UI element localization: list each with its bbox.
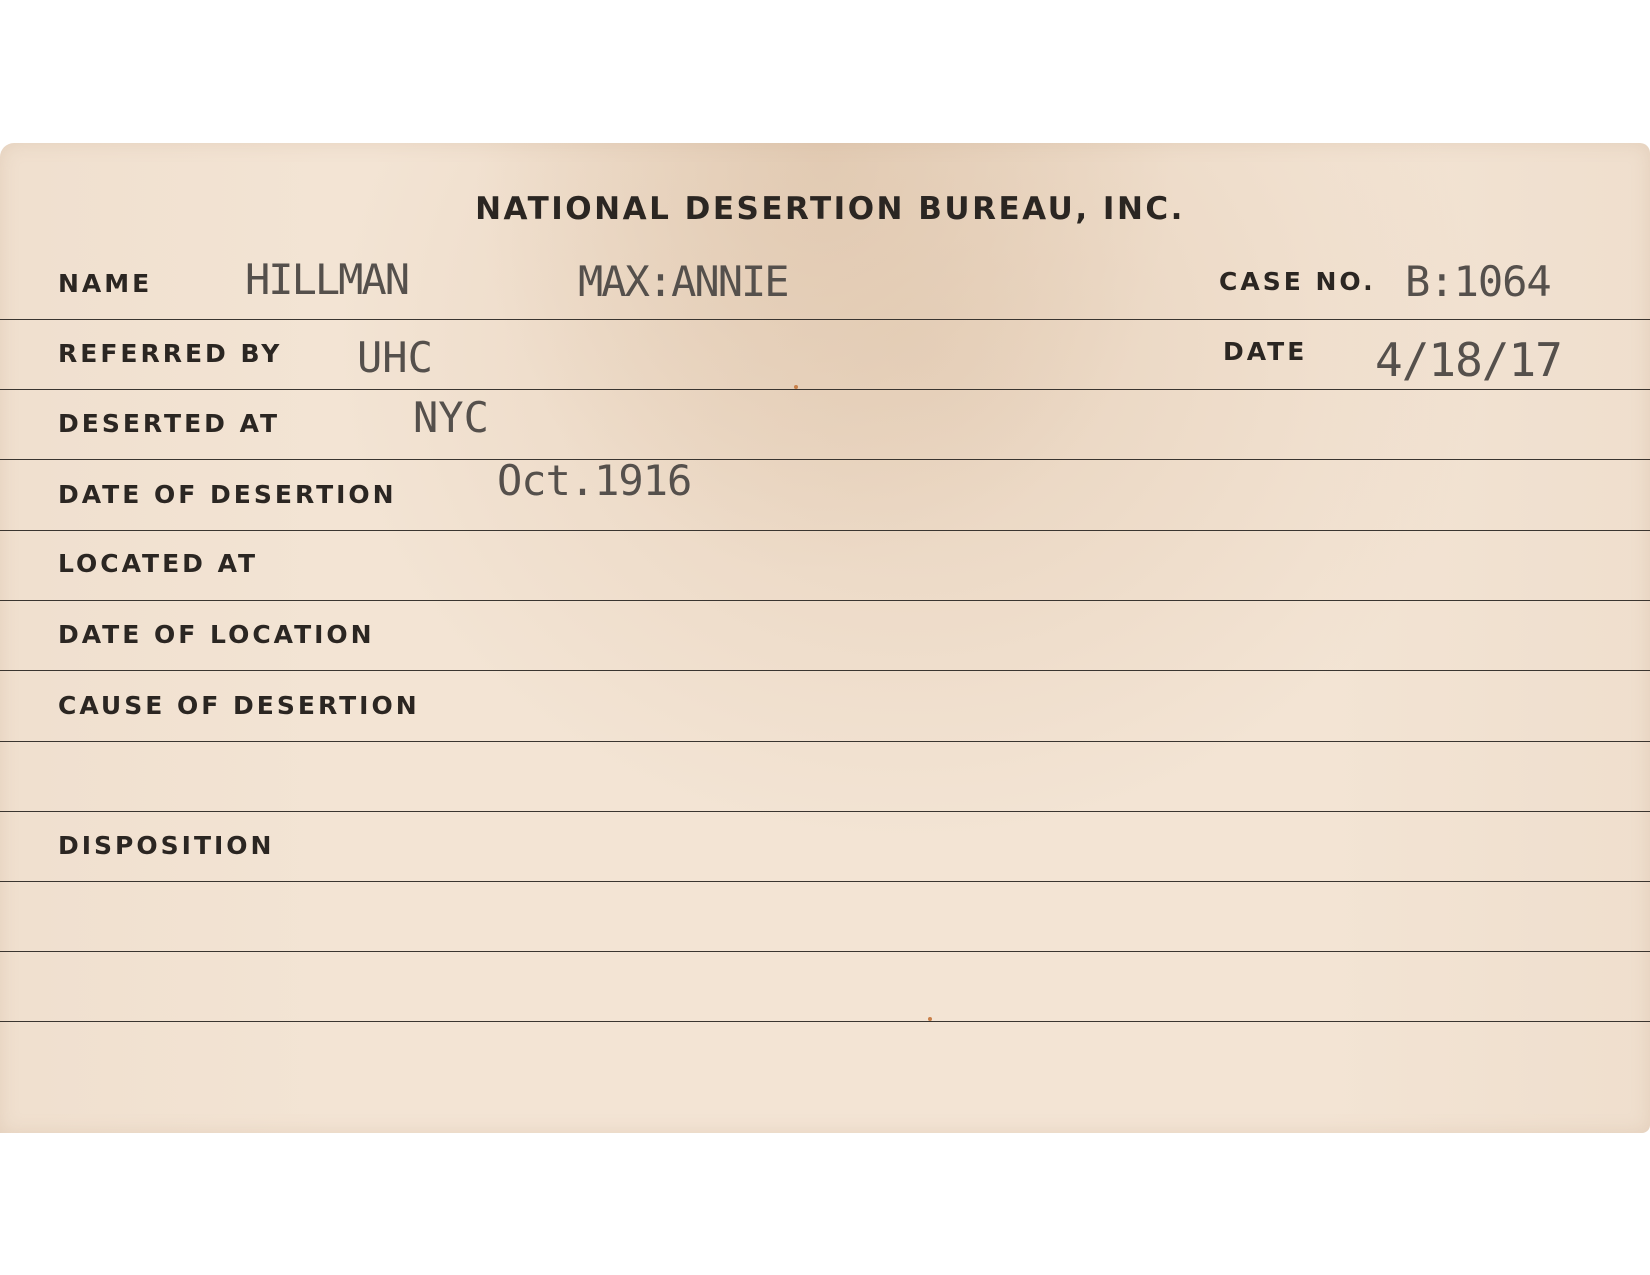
ruled-line: [0, 389, 1650, 390]
referred-by-label: REFERRED BY: [58, 339, 283, 368]
ruled-line: [0, 600, 1650, 601]
ruled-line: [0, 459, 1650, 460]
disposition-label: DISPOSITION: [58, 831, 275, 860]
name-label: NAME: [58, 269, 153, 298]
ruled-line: [0, 951, 1650, 952]
card-title: NATIONAL DESERTION BUREAU, INC.: [475, 191, 1185, 227]
date-of-location-label: DATE OF LOCATION: [58, 620, 375, 649]
paper-speck: [794, 385, 798, 389]
surname-value: HILLMAN: [245, 255, 409, 304]
given-names-value: MAX:ANNIE: [578, 257, 788, 306]
date-label: DATE: [1223, 337, 1308, 366]
ruled-line: [0, 670, 1650, 671]
date-of-desertion-value: Oct.1916: [497, 456, 692, 505]
ruled-line: [0, 319, 1650, 320]
ruled-line: [0, 530, 1650, 531]
deserted-at-label: DESERTED AT: [58, 409, 281, 438]
ruled-line: [0, 881, 1650, 882]
referred-by-value: UHC: [357, 333, 433, 382]
case-no-label: CASE NO.: [1219, 267, 1376, 296]
case-no-value: B:1064: [1405, 257, 1551, 306]
index-card: [0, 143, 1650, 1133]
date-value: 4/18/17: [1375, 333, 1562, 387]
date-of-desertion-label: DATE OF DESERTION: [58, 480, 397, 509]
located-at-label: LOCATED AT: [58, 549, 259, 578]
ruled-line: [0, 741, 1650, 742]
cause-of-desertion-label: CAUSE OF DESERTION: [58, 691, 420, 720]
ruled-line: [0, 811, 1650, 812]
deserted-at-value: NYC: [413, 393, 489, 442]
paper-speck: [928, 1017, 932, 1021]
ruled-line: [0, 1021, 1650, 1022]
